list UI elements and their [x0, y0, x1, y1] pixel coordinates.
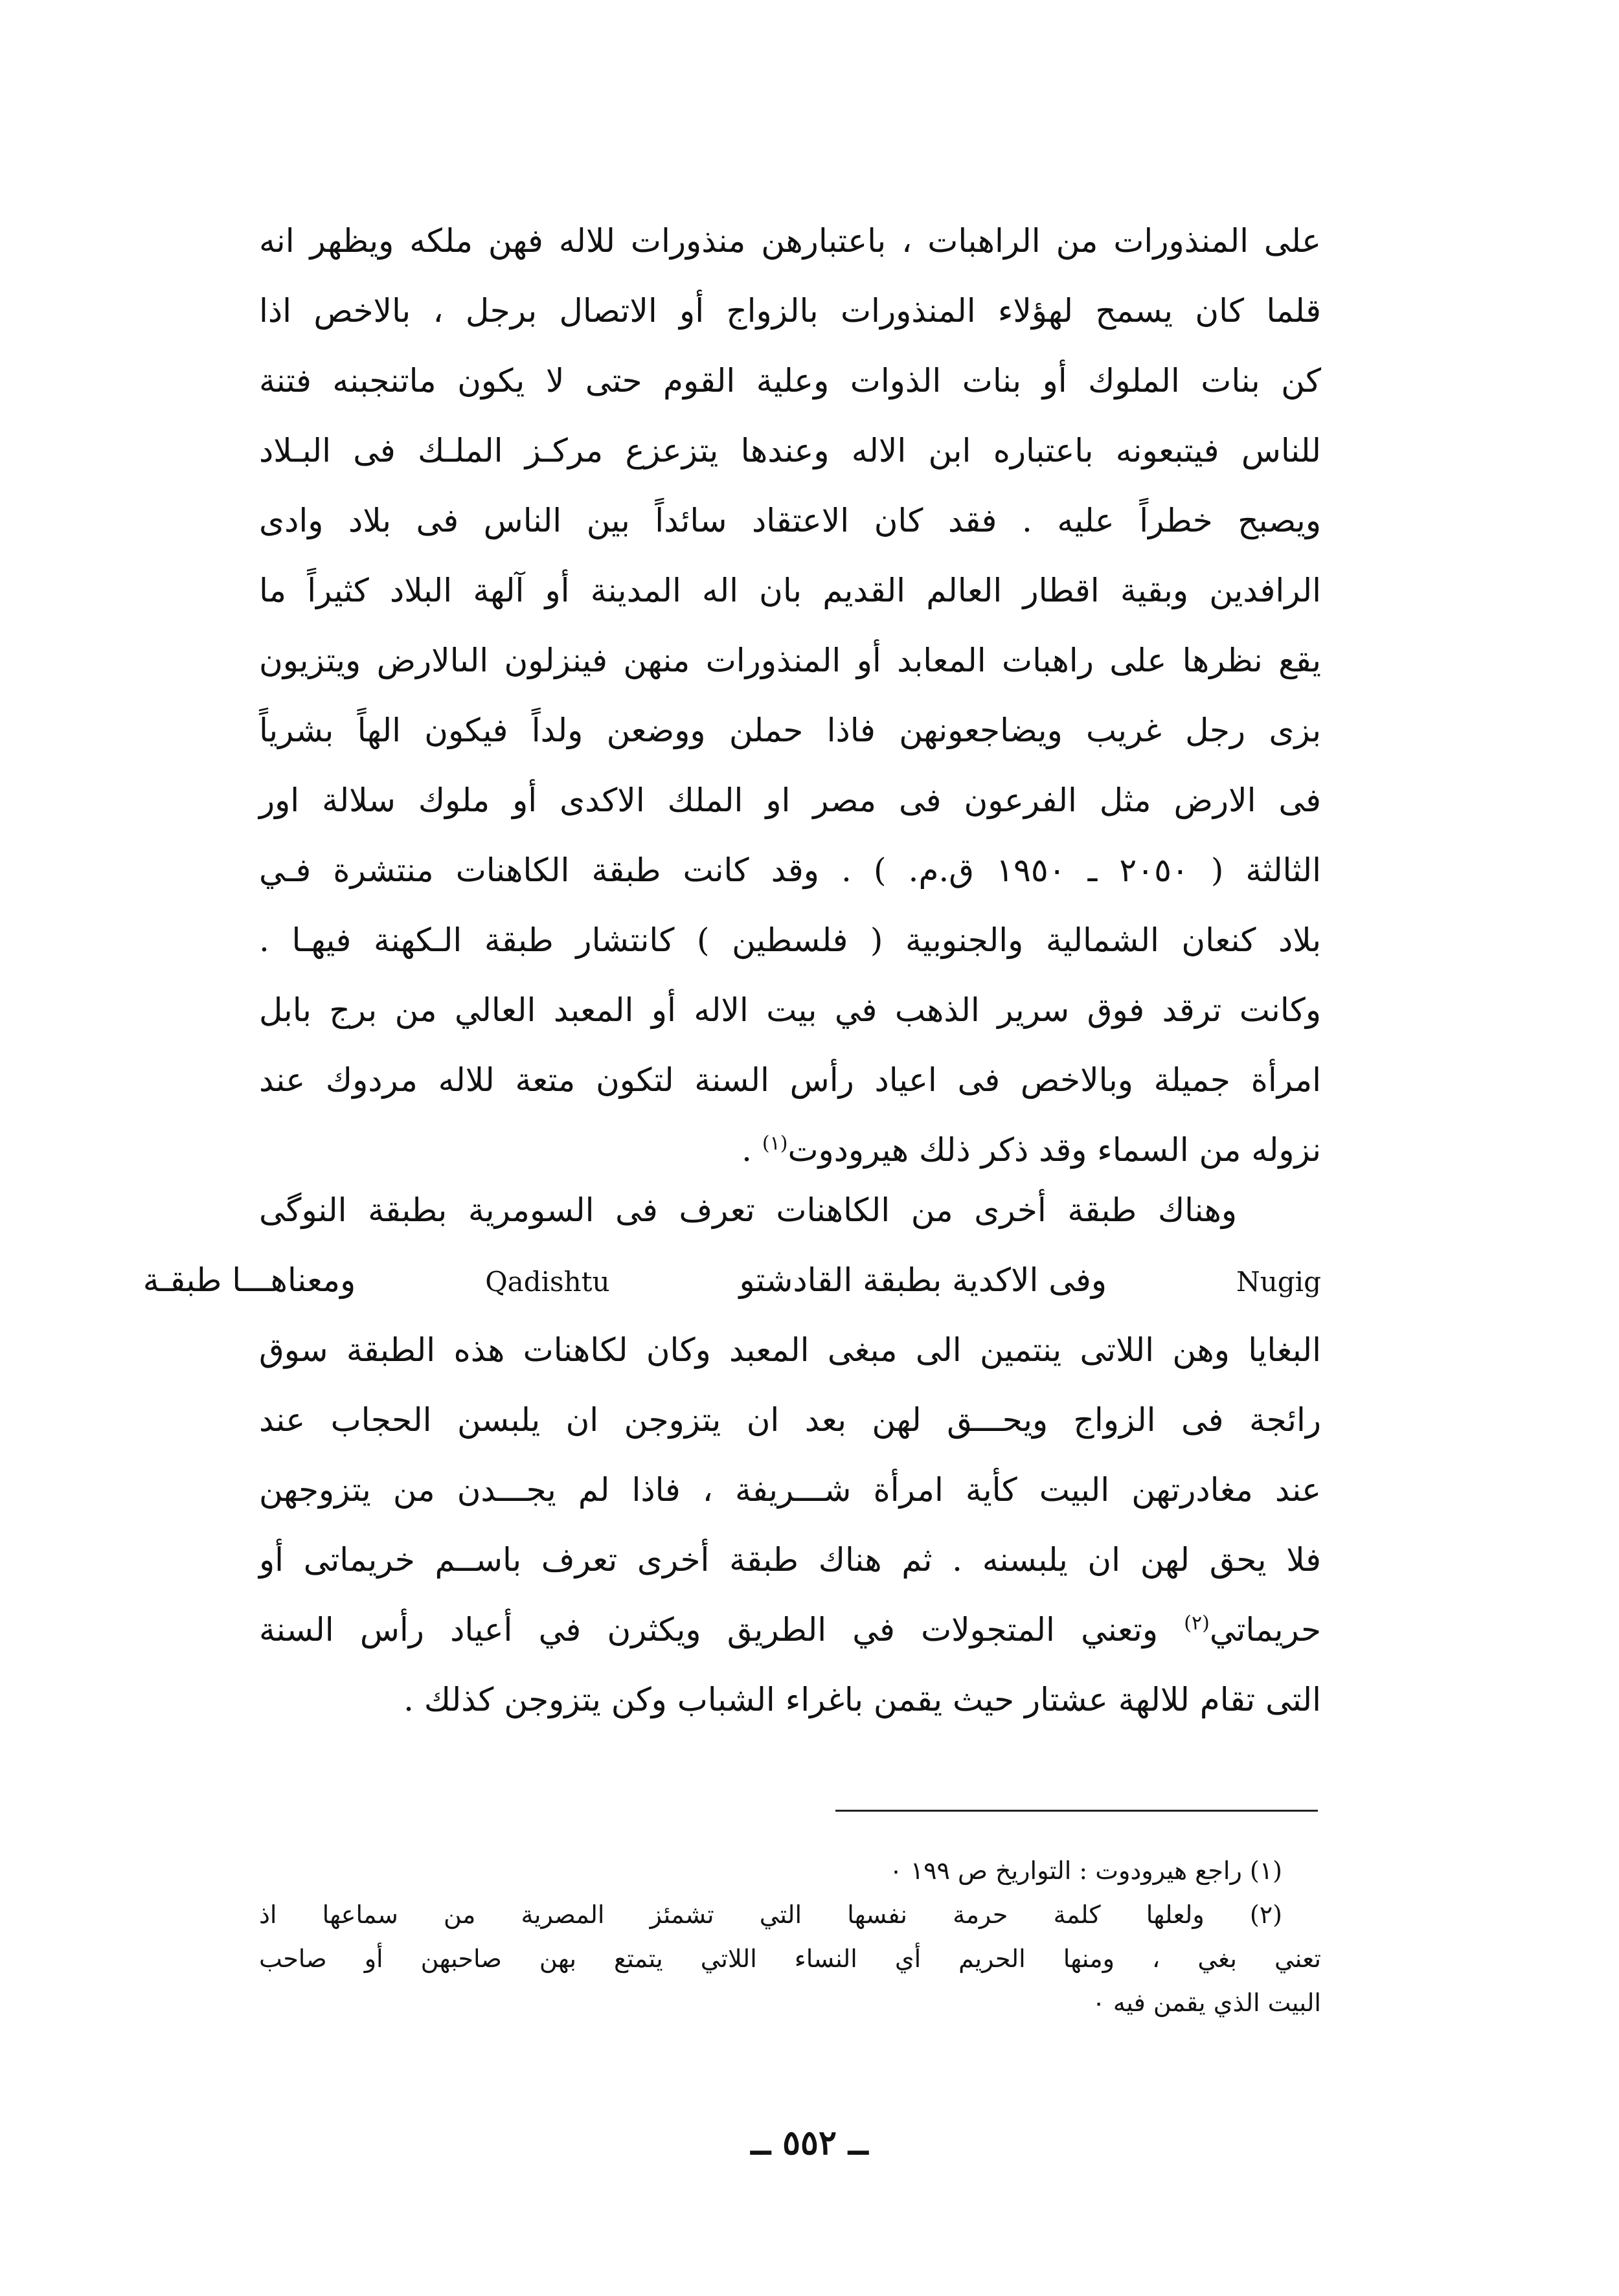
- text-line: وكانت ترقد فوق سرير الذهب في بيت الاله أو المعبد العالي من برج بابل: [259, 991, 1321, 1029]
- latin-term-nugig: Nugig: [1236, 1266, 1321, 1298]
- text-line-last: التى تقام للالهة عشتار حيث يقمن باغراء الشباب وكن يتزوجن كذلك .: [403, 1681, 1321, 1718]
- footnotes: [259, 1849, 1321, 2025]
- text-line: بزى رجل غريب ويضاجعونهن فاذا حملن ووضعن ولداً فيكون الهاً بشرياً: [259, 712, 1321, 749]
- text-line: على المنذورات من الراهبات ، باعتبارهن منذورات للاله فهن ملكه ويظهر انه: [259, 222, 1321, 260]
- text-line-last: [259, 1115, 1321, 1185]
- text-line: قلما كان يسمح لهؤلاء المنذورات بالزواج أو الاتصال برجل ، بالاخص اذا: [259, 292, 1321, 330]
- page-number: ــ ٥٥٢ ــ: [751, 2123, 868, 2163]
- footnote-divider: [835, 1810, 1318, 1812]
- text-line: فى الارض مثل الفرعون فى مصر او الملك الاكدى أو ملوك سلالة اور: [259, 782, 1321, 819]
- footnote-2-line: البيت الذي يقمن فيه ٠: [1092, 1988, 1321, 2017]
- footnote-2-line: تعني بغي ، ومنها الحريم أي النساء اللاتي يتمتع بهن صاحبهن أو صاحب: [259, 1944, 1321, 1973]
- line-text: نزوله من السماء وقد ذكر ذلك هيرودوت: [787, 1131, 1321, 1169]
- line-text: وفى الاكدية بطبقة القادشتو: [739, 1261, 1107, 1299]
- text-line: امرأة جميلة وبالاخص فى اعياد رأس السنة لتكون متعة للاله مردوك عند: [259, 1061, 1321, 1099]
- latin-term-qadishtu: Qadishtu: [485, 1266, 610, 1298]
- text-line: عند مغادرتهن البيت كأية امرأة شـــريفة ، فاذا لم يجـــدن من يتزوجهن: [259, 1471, 1321, 1509]
- text-line: [259, 1595, 1321, 1665]
- text-line: البغايا وهن اللاتى ينتمين الى مبغى المعبد وكان لكاهنات هذه الطبقة سوق: [259, 1331, 1321, 1369]
- text-line: ويصبح خطراً عليه . فقد كان الاعتقاد سائداً بين الناس فى بلاد وادى: [259, 502, 1321, 539]
- paragraph-1: [259, 206, 1321, 1185]
- footnote-marker-1[interactable]: (١): [762, 1132, 788, 1155]
- text-line: الرافدين وبقية اقطار العالم القديم بان اله المدينة أو آلهة البلاد كثيراً ما: [259, 572, 1321, 609]
- text-line: الثالثة ( ٢٠٥٠ ـ ١٩٥٠ ق.م. ) . وقد كانت طبقة الكاهنات منتشرة فـي: [259, 851, 1321, 889]
- paragraph-2: [142, 1175, 1321, 1735]
- line-end: .: [742, 1131, 762, 1169]
- footnote-marker-2[interactable]: (٢): [1184, 1612, 1210, 1635]
- line-text: ومعناهـــا طبقـة: [142, 1261, 356, 1299]
- line-text: حريماتي: [1209, 1611, 1321, 1649]
- footnote-2-line: (٢) ولعلها كلمة حرمة نفسها التي تشمئز المصرية من سماعها اذ: [259, 1900, 1282, 1929]
- line-text: وتعني المتجولات في الطريق ويكثرن في أعياد رأس السنة: [259, 1611, 1184, 1649]
- text-line-mixed: [142, 1245, 1321, 1315]
- text-line: فلا يحق لهن ان يلبسنه . ثم هناك طبقة أخرى تعرف باســم خريماتى أو: [259, 1541, 1321, 1579]
- text-line-first: وهناك طبقة أخرى من الكاهنات تعرف فى السومرية بطبقة النوگى: [259, 1191, 1237, 1229]
- text-line: رائجة فى الزواج ويحـــق لهن بعد ان يتزوجن ان يلبسن الحجاب عند: [259, 1401, 1321, 1439]
- text-line: يقع نظرها على راهبات المعابد أو المنذورات منهن فينزلون الىالارض ويتزيون: [259, 642, 1321, 679]
- text-line: للناس فيتبعونه باعتباره ابن الاله وعندها يتزعزع مركـز الملـك فى البـلاد: [259, 432, 1321, 469]
- footnote-1: (١) راجع هيرودوت : التواريخ ص ١٩٩ ٠: [889, 1856, 1282, 1885]
- text-line: كن بنات الملوك أو بنات الذوات وعلية القوم حتى لا يكون ماتنجبنه فتنة: [259, 362, 1321, 400]
- text-line: بلاد كنعان الشمالية والجنوبية ( فلسطين ) كانتشار طبقة الـكهنة فيهـا .: [259, 921, 1321, 959]
